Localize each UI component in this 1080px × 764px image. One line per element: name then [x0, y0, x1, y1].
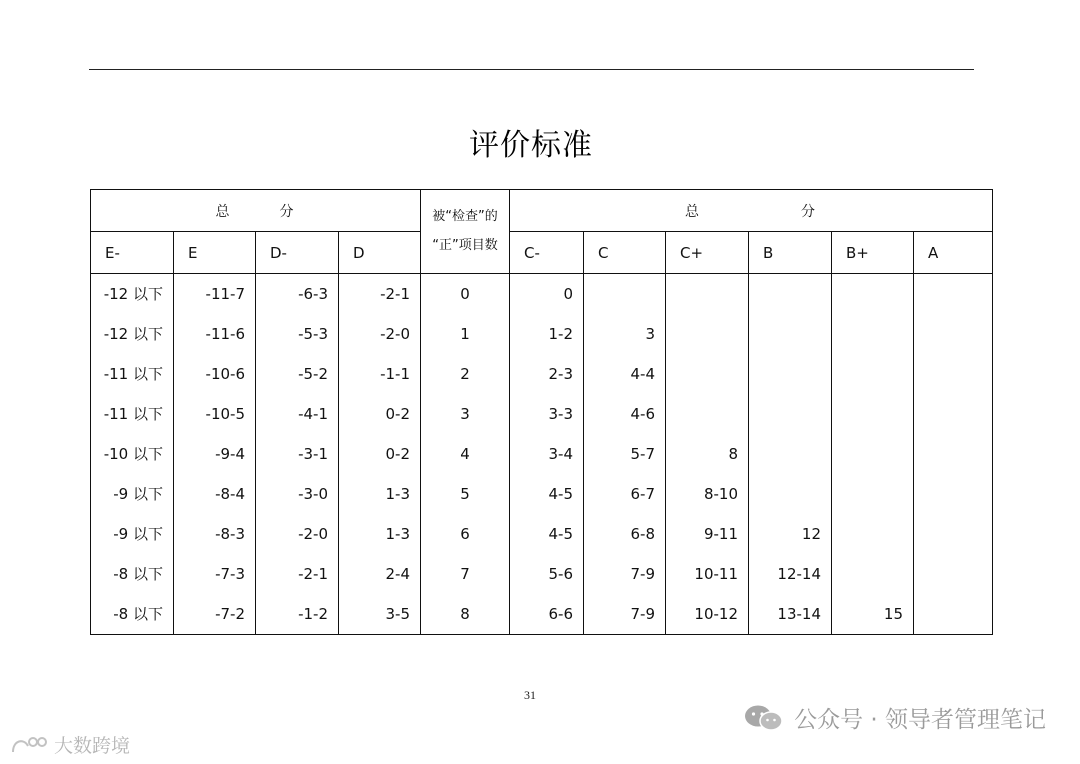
table-cell: [666, 354, 748, 394]
table-cell: -3-1: [298, 445, 328, 463]
table-cell: 3: [645, 325, 655, 343]
table-cell: [749, 274, 831, 314]
table-cell: [832, 474, 913, 514]
column-header: D-: [256, 232, 339, 274]
table-cell: 10-12: [694, 605, 738, 623]
table-cell: 2: [460, 365, 470, 383]
table-cell: -11 以下: [103, 365, 163, 383]
table-cell: -11 以下: [103, 405, 163, 423]
wechat-account-label: 公众号 · 领导者管理笔记: [794, 707, 1046, 733]
table-cell: 9-11: [703, 525, 738, 543]
table-cell: [749, 394, 831, 434]
table-column-body: [832, 274, 914, 635]
table-cell: [914, 594, 992, 634]
table-cell: [666, 274, 748, 314]
table-column-body: [174, 274, 256, 635]
table-cell: -8 以下: [113, 565, 163, 583]
table-cell: -2-1: [380, 285, 410, 303]
brand-watermark: [10, 731, 130, 758]
table-cell: -9 以下: [113, 485, 163, 503]
table-cell: 4-4: [630, 365, 655, 383]
table-cell: [832, 394, 913, 434]
table-cell: [749, 314, 831, 354]
table-cell: -9-4: [215, 445, 245, 463]
column-header: C-: [510, 232, 584, 274]
table-cell: -10-5: [205, 405, 245, 423]
table-cell: [666, 314, 748, 354]
table-column-body: [256, 274, 339, 635]
table-cell: 7-9: [630, 605, 655, 623]
table-cell: 3: [460, 405, 470, 423]
table-cell: 6-8: [630, 525, 655, 543]
table-cell: -8-4: [215, 485, 245, 503]
table-cell: 4-5: [548, 485, 573, 503]
table-cell: -1-1: [380, 365, 410, 383]
positive-count-header: 被“检查”的 “正”项目数: [421, 190, 510, 274]
table-cell: 12: [801, 525, 821, 543]
table-cell: 8: [460, 605, 470, 623]
table-column-body: [914, 274, 993, 635]
table-cell: 0: [460, 285, 470, 303]
page-number: 31: [524, 688, 536, 702]
table-cell: [914, 394, 992, 434]
wechat-watermark: [742, 701, 1046, 734]
table-cell: [832, 434, 913, 474]
table-cell: 15: [883, 605, 903, 623]
table-cell: 13-14: [777, 605, 821, 623]
table-column-body: [510, 274, 584, 635]
table-cell: -12 以下: [103, 285, 163, 303]
table-column-body: [749, 274, 832, 635]
table-cell: 3-3: [548, 405, 573, 423]
evaluation-table: [90, 189, 993, 635]
table-column-body: [339, 274, 421, 635]
table-cell: 1: [460, 325, 470, 343]
table-cell: -10 以下: [103, 445, 163, 463]
table-cell: [584, 274, 665, 314]
table-cell: 4-5: [548, 525, 573, 543]
table-cell: -5-3: [298, 325, 328, 343]
table-cell: [914, 554, 992, 594]
table-cell: 1-2: [548, 325, 573, 343]
brand-watermark-label: 大数跨境: [54, 735, 131, 757]
column-header: D: [339, 232, 421, 274]
table-cell: 5-6: [548, 565, 573, 583]
table-cell: -10-6: [205, 365, 245, 383]
table-cell: 8-10: [703, 485, 738, 503]
table-column-body: [91, 274, 174, 635]
table-cell: 10-11: [694, 565, 738, 583]
table-cell: 5: [460, 485, 470, 503]
table-cell: -1-2: [298, 605, 328, 623]
column-header: E: [174, 232, 256, 274]
top-rule: [89, 69, 974, 70]
table-cell: [914, 514, 992, 554]
table-cell: 1-3: [385, 525, 410, 543]
table-cell: [832, 274, 913, 314]
table-cell: -2-0: [298, 525, 328, 543]
table-cell: 2-4: [385, 565, 410, 583]
table-cell: 3-4: [548, 445, 573, 463]
brand-logo-icon: [10, 734, 50, 756]
table-cell: -8-3: [215, 525, 245, 543]
table-cell: [832, 554, 913, 594]
table-cell: -12 以下: [103, 325, 163, 343]
table-cell: [914, 474, 992, 514]
table-cell: -7-3: [215, 565, 245, 583]
table-cell: 3-5: [385, 605, 410, 623]
table-cell: [666, 394, 748, 434]
table-cell: 0-2: [385, 445, 410, 463]
table-cell: 0: [563, 285, 573, 303]
table-cell: 6-6: [548, 605, 573, 623]
table-cell: 0-2: [385, 405, 410, 423]
table-cell: 7-9: [630, 565, 655, 583]
table-cell: 8: [728, 445, 738, 463]
table-cell: 4: [460, 445, 470, 463]
page-title: 评价标准: [469, 128, 593, 163]
table-cell: -9 以下: [113, 525, 163, 543]
table-cell: [749, 474, 831, 514]
table-cell: 1-3: [385, 485, 410, 503]
right-group-title: 总 分: [510, 190, 993, 232]
table-cell: -6-3: [298, 285, 328, 303]
table-cell: [914, 274, 992, 314]
table-cell: -4-1: [298, 405, 328, 423]
column-header: C+: [666, 232, 749, 274]
table-cell: [832, 354, 913, 394]
table-cell: -7-2: [215, 605, 245, 623]
table-cell: 2-3: [548, 365, 573, 383]
table-cell: [914, 354, 992, 394]
table-cell: [749, 434, 831, 474]
column-header: B+: [832, 232, 914, 274]
table-cell: -11-7: [205, 285, 245, 303]
table-cell: 5-7: [630, 445, 655, 463]
wechat-icon: [742, 703, 786, 733]
column-header: A: [914, 232, 993, 274]
table-cell: -2-1: [298, 565, 328, 583]
table-cell: 6: [460, 525, 470, 543]
table-cell: -3-0: [298, 485, 328, 503]
table-cell: 12-14: [777, 565, 821, 583]
table-cell: [749, 354, 831, 394]
table-cell: [914, 434, 992, 474]
left-group-title: 总 分: [91, 190, 421, 232]
column-header: B: [749, 232, 832, 274]
table-column-body: [584, 274, 666, 635]
table-cell: [914, 314, 992, 354]
table-cell: -5-2: [298, 365, 328, 383]
column-header: E-: [91, 232, 174, 274]
table-cell: 7: [460, 565, 470, 583]
column-header: C: [584, 232, 666, 274]
table-column-body: [421, 274, 510, 635]
table-cell: [832, 514, 913, 554]
table-cell: -8 以下: [113, 605, 163, 623]
table-cell: 6-7: [630, 485, 655, 503]
table-column-body: [666, 274, 749, 635]
table-cell: [832, 314, 913, 354]
table-cell: 4-6: [630, 405, 655, 423]
table-cell: -2-0: [380, 325, 410, 343]
table-cell: -11-6: [205, 325, 245, 343]
